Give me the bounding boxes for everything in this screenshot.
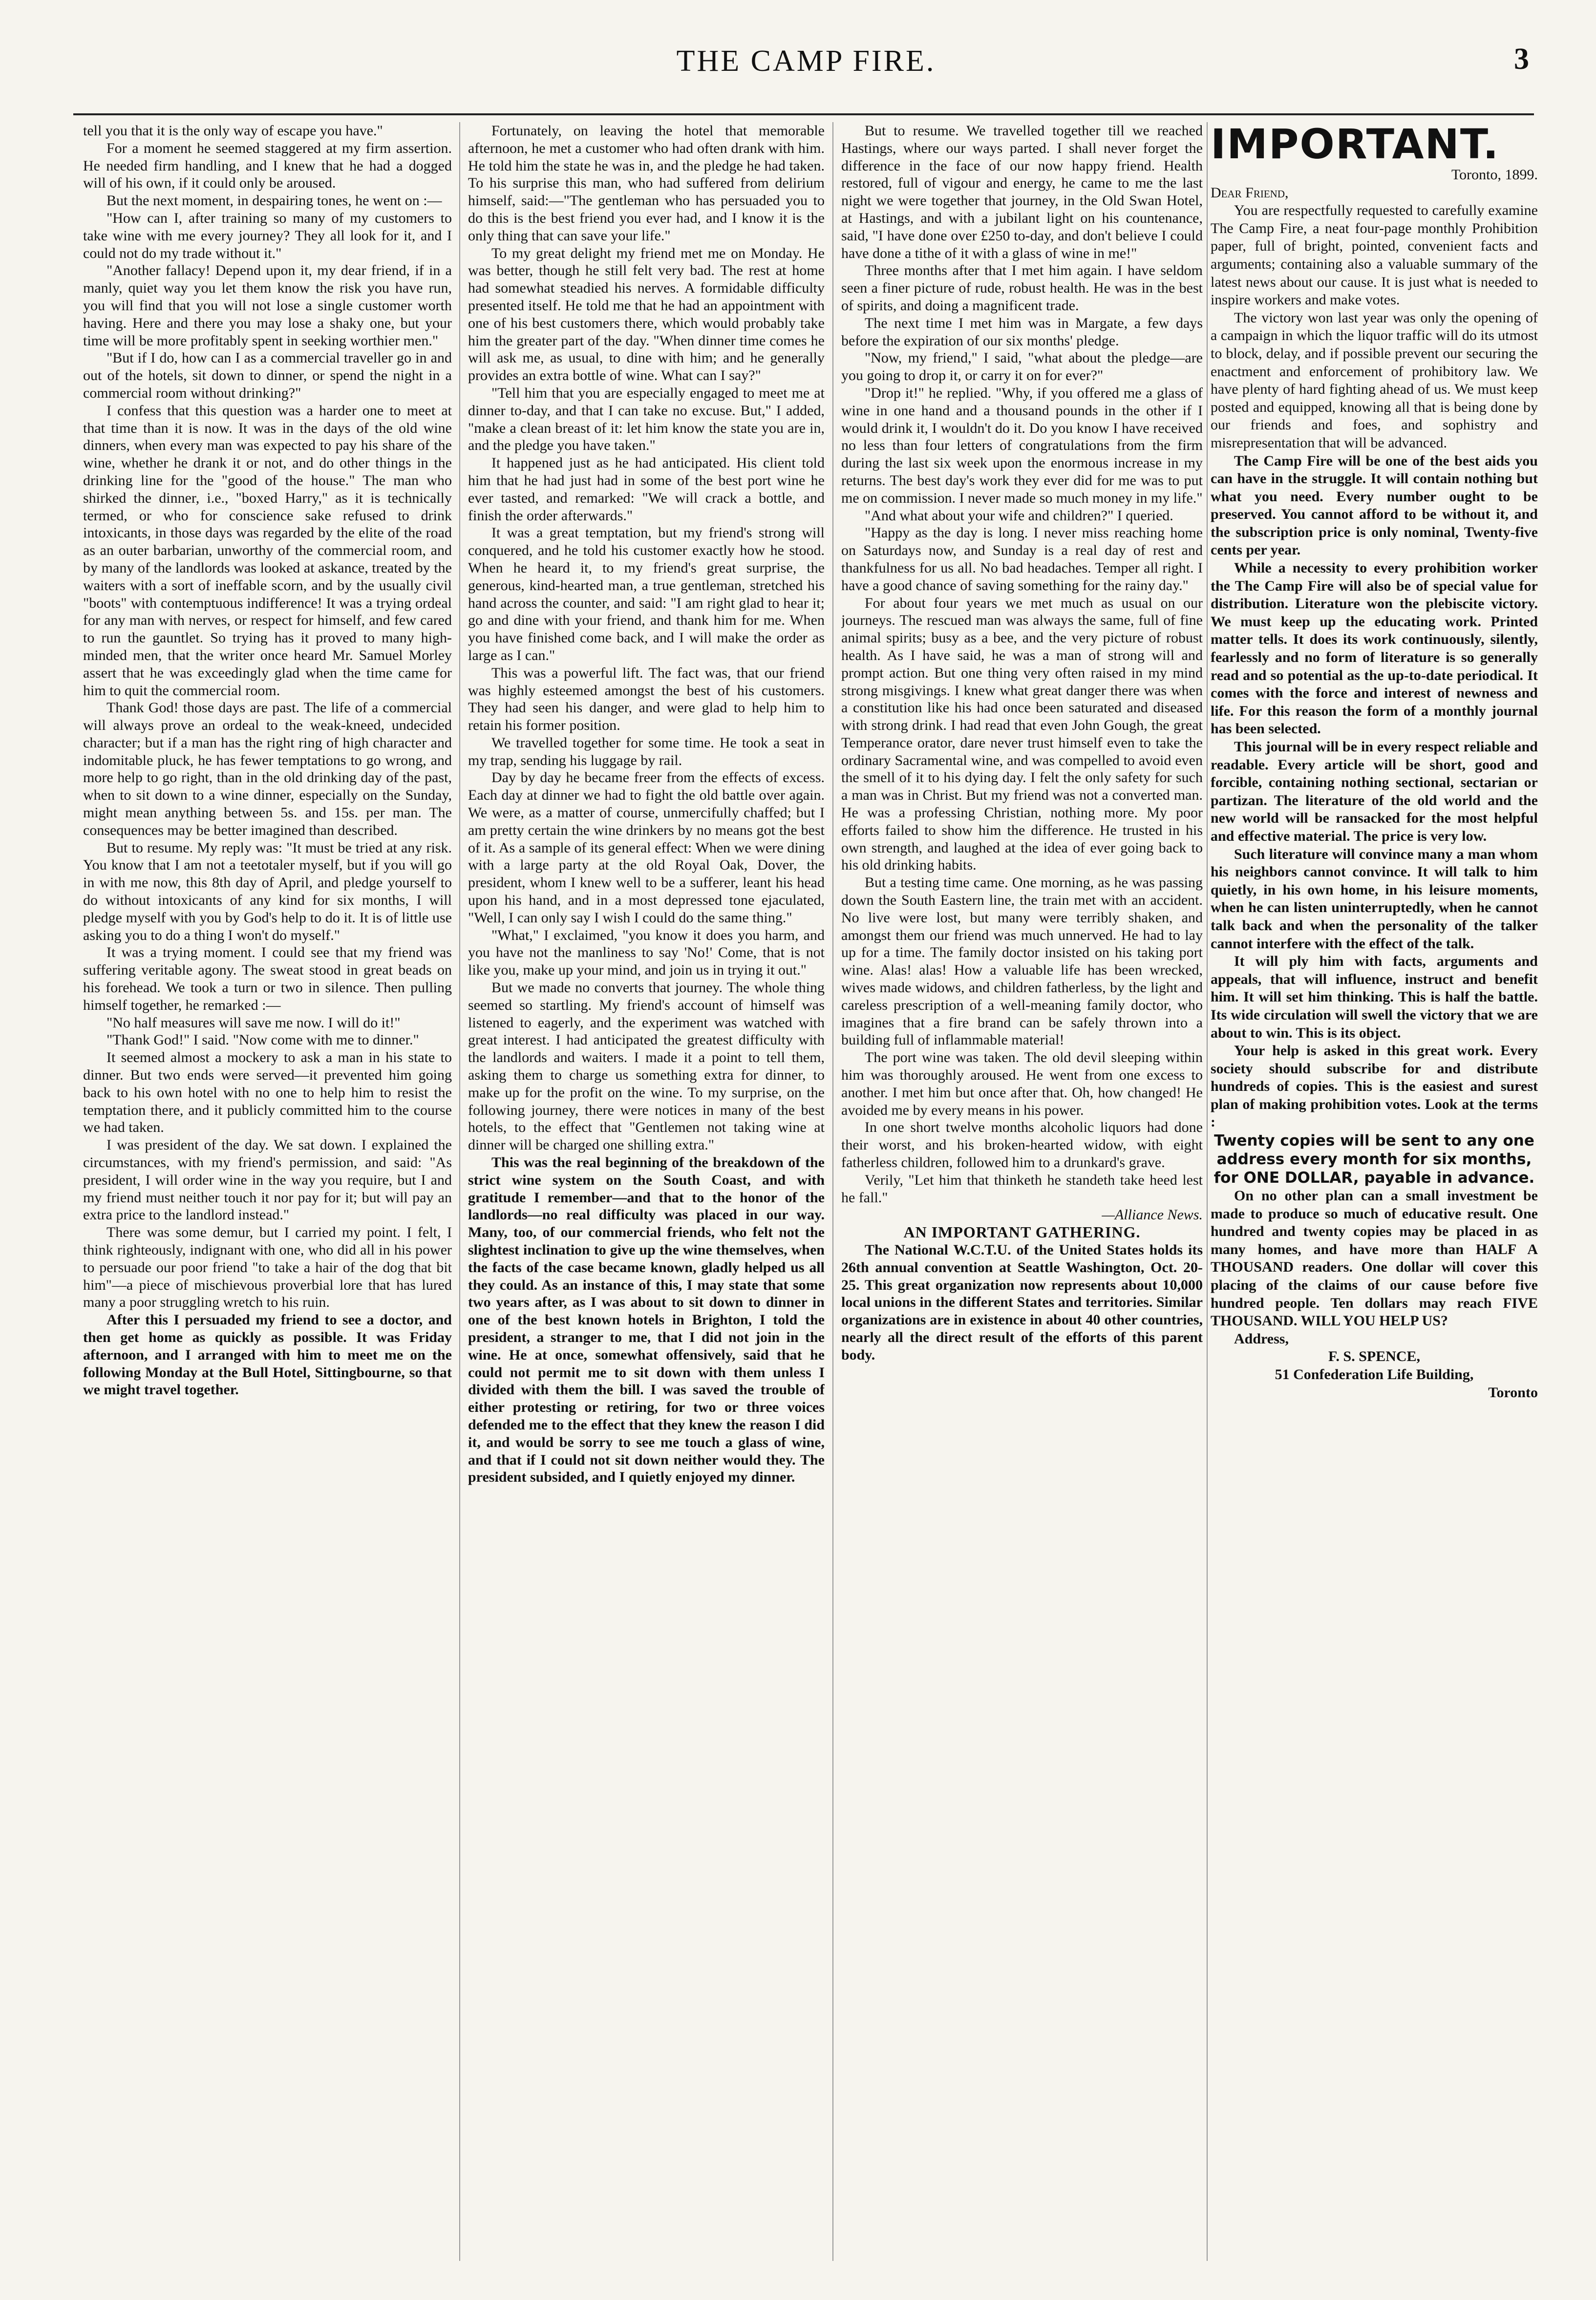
column-3 [841, 122, 1203, 2261]
paragraph: tell you that it is the only way of escape you have." [83, 123, 383, 139]
header-rule [73, 113, 1534, 115]
paragraph: This was the real beginning of the breakdown of the strict wine system on the South Coast, and with gratitude I remember—and that to the honor of the landlords—no real difficulty was placed in our way. Many, too, of our commercial friends, who felt not the slightest inclination to give up the wine themselves, when the facts of the case became known, gladly helped us all they could. As an instance of this, I may state that some two years after, as I was about to sit down to dinner in one of the best known hotels in Brighton, I told the president, a stranger to me, that I did not join in the wine. He at once, somewhat offensively, said that he could not permit me to sit down with them unless I divided with them the bill. I was saved the trouble of either protesting or retiring, for two or three voices defended me to the effect that they knew the reason I did it, and would be sorry to see me touch a glass of wine, and that if I could not sit down neither would they. The president subsided, and I quietly enjoyed my dinner. [468, 1154, 825, 1486]
paragraph: To my great delight my friend met me on Monday. He was better, though he still felt very bad. The rest at home had somewhat steadied his nerves. A formidable difficulty presented itself. He told me that he had an appointment with one of his best customers there, which would probably take him the greater part of the day. "When dinner time comes he will ask me, as usual, to dine with him; and he generally provides an extra bottle of wine. What can I say?" [468, 245, 825, 384]
paragraph: "Happy as the day is long. I never miss reaching home on Saturdays now, and Sunday is a real day of rest and thankfulness for us all. No bad headaches. Temper all right. I have a good chance of saving something for the rainy day." [841, 525, 1203, 594]
paragraph: "What," I exclaimed, "you know it does you harm, and you have not the manliness to say 'No!' Come, that is not like you, make up your mind, and join us in trying it out." [468, 927, 825, 979]
salutation: Dear Friend, [1211, 184, 1289, 201]
column-4 [1211, 122, 1538, 2261]
paragraph: "Now, my friend," I said, "what about the pledge—are you going to drop it, or carry it on for ever?" [841, 350, 1203, 384]
paragraph: This journal will be in every respect reliable and readable. Every article will be short, good and forcible, containing nothing sectional, sectarian or partizan. The literature of the old world and the new world will be ransacked for the most helpful and effective material. The price is very low. [1211, 739, 1538, 844]
subscription-terms: Twenty copies will be sent to any one address every month for six months, for ONE DOLLAR, payable in advance. [1213, 1132, 1535, 1187]
paragraph: "Another fallacy! Depend upon it, my dear friend, if in a manly, quiet way you let them know the risk you have run, you will find that you will not lose a single customer worth having. Here and there you may lose a shaky one, but your time will be more profitably spent in seeking worthier men." [83, 262, 452, 349]
paragraph: This was a powerful lift. The fact was, that our friend was highly esteemed amongst the best of his customers. They had seen his danger, and were glad to help him to retain his former position. [468, 664, 825, 734]
paragraph: The port wine was taken. The old devil sleeping within him was thoroughly aroused. He went from one excess to another. I met him but once after that. Oh, how changed! He avoided me by every means in his power. [841, 1049, 1203, 1118]
paragraph: You are respectfully requested to carefully examine The Camp Fire, a neat four-page monthly Prohibition paper, full of bright, pointed, convenient facts and arguments; containing also a valuable summary of the latest news about our cause. It is just what is needed to inspire workers and make votes. [1211, 202, 1538, 308]
paragraph: It seemed almost a mockery to ask a man in his state to dinner. But two ends were served—it prevented him going back to his own hotel with no one to help him to resist the temptation there, and it publicly committed him to the course we had taken. [83, 1049, 452, 1136]
paragraph: "Thank God!" I said. "Now come with me to dinner." [106, 1032, 419, 1048]
signature-city: Toronto [1488, 1384, 1538, 1401]
paragraph: For a moment he seemed staggered at my firm assertion. He needed firm handling, and I knew that he had a dogged will of his own, if it could only be aroused. [83, 140, 452, 192]
paragraph: After this I persuaded my friend to see a doctor, and then get home as quickly as possible. It was Friday afternoon, and I arranged with him to meet me on the following Monday at the Bull Hotel, Sittingbourne, so that we might travel together. [83, 1312, 452, 1398]
paragraph: We travelled together for some time. He took a seat in my trap, sending his luggage by rail. [468, 734, 825, 768]
paragraph: I was president of the day. We sat down. I explained the circumstances, with my friend's permission, and said: "As president, I will order wine in the way you require, but I and my friend must neither touch it nor pay for it; but will pay an extra price to the landlord instead." [83, 1137, 452, 1223]
signature-building: 51 Confederation Life Building, [1275, 1366, 1474, 1383]
paragraph: In one short twelve months alcoholic liquors had done their worst, and his broken-hearted widow, with eight fatherless children, followed him to a drunkard's grave. [841, 1119, 1203, 1171]
paragraph: But to resume. My reply was: "It must be tried at any risk. You know that I am not a teetotaler myself, but if you will go in with me now, this 8th day of April, and pledge yourself to do without intoxicants of any kind for six months, I will pledge myself with you by God's help to do it. It is of little use asking you to do a thing I won't do myself." [83, 839, 452, 943]
paragraph: Thank God! those days are past. The life of a commercial will always prove an ordeal to the weak-kneed, undecided character; but if a man has the right ring of high character and indomitable pluck, he has fewer temptations to go wrong, and more help to go right, than in the old drinking day of the past, when to sit down to a wine dinner, especially on the Sunday, might mean anything between 5s. and 15s. per man. The consequences may be better imagined than described. [83, 700, 452, 838]
paragraph: "But if I do, how can I as a commercial traveller go in and out of the hotels, sit down to dinner, or spend the night in a commercial room without drinking?" [83, 350, 452, 401]
important-heading: IMPORTANT. [1211, 122, 1500, 168]
closing-paragraph: On no other plan can a small investment be made to produce so much of educative result. One hundred and twenty copies may be placed in as many homes, and have more than HALF A THOUSAND readers. One dollar will cover this placing of the claims of our cause before five hundred people. Ten dollars may reach FIVE THOUSAND. WILL YOU HELP US? [1211, 1188, 1538, 1329]
paragraph: There was some demur, but I carried my point. I felt, I think righteously, indignant with one, who did all in his power to persuade our poor friend "to take a hair of the dog that bit him"—a piece of mischievous proverbial lore that has lured many a poor struggling wretch to his ruin. [83, 1224, 452, 1311]
paragraph: The next time I met him was in Margate, a few days before the expiration of our six months' pledge. [841, 315, 1203, 349]
paragraph: The Camp Fire will be one of the best aids you can have in the struggle. It will contain nothing but what you need. Every number ought to be preserved. You cannot afford to be without it, and the subscription price is only nominal, Twenty-five cents per year. [1211, 452, 1538, 558]
paragraph: It was a great temptation, but my friend's strong will conquered, and he told his customer exactly how he stood. When he heard it, to my friend's great surprise, the generous, kind-hearted man, a true gentleman, stretched his hand across the counter, and said: "I am right glad to hear it; go and dine with your friend, and thank him for me. When you have finished come back, and I will make the order as large as I can." [468, 525, 825, 663]
signature-name: F. S. SPENCE, [1328, 1348, 1421, 1365]
column-rule [459, 122, 460, 2261]
paragraph: Your help is asked in this great work. Every society should subscribe for and distribute hundreds of copies. This is the easiest and surest plan of making prohibition votes. Look at the terms : [1211, 1043, 1538, 1130]
paragraph: Verily, "Let him that thinketh he standeth take heed lest he fall." [841, 1171, 1203, 1206]
masthead-title: THE CAMP FIRE. [676, 44, 936, 78]
paragraph: While a necessity to every prohibition worker the The Camp Fire will also be of special value for distribution. Literature won the plebiscite victory. We must keep up the educating work. Printed matter tells. It does its work continuously, silently, fearlessly and no form of literature is so generally read and so potential as the up-to-date periodical. It comes with the force and interest of newness and life. For this reason the form of a monthly journal has been selected. [1211, 560, 1538, 737]
paragraph: I confess that this question was a harder one to meet at that time than it is now. It was in the days of the old wine dinners, when every man was expected to pay his share of the wine, whether he drank it or not, and do other things in the drinking line for the "good of the house." The man who shirked the dinner, i.e., "boxed Harry," as it is technically termed, or who for conscience sake refused to drink intoxicants, in those days was regarded by the elite of the road as an outer barbarian, unworthy of the commercial room, and by many of the landlords was looked at askance, treated by the waiters with a sort of ineffable scorn, and by the usually civil "boots" with contemptuous indifference! It was a trying ordeal for any man with nerves, or respect for himself, and few cared to run the gauntlet. So trying has it proved to many high-minded men, that the writer once heard Mr. Samuel Morley assert that he was exceedingly glad when the time came for him to quit the commercial room. [83, 402, 452, 699]
paragraph: But we made no converts that journey. The whole thing seemed so startling. My friend's account of himself was listened to eagerly, and the experiment was watched with great interest. I had anticipated the greatest difficulty with the landlords and waiters. I made it a point to tell them, asking them to charge us something extra for dinner, to make up for the profit on the wine. To my surprise, on the following journey, there were notices in many of the best hotels, to the effect that "Gentlemen not taking wine at dinner will be charged one shilling extra." [468, 980, 825, 1153]
paragraph: But to resume. We travelled together till we reached Hastings, where our ways parted. I shall never forget the difference in the face of our now happy friend. Health restored, full of vigour and energy, he came to me the last night we were together that journey, in the Old Swan Hotel, at Hastings, and with a jubilant light on his countenance, said, "I have done over £250 to-day, and don't believe I could have done a tithe of it with a glass of wine in me!" [841, 123, 1203, 261]
paragraph: Three months after that I met him again. I have seldom seen a finer picture of rude, robust health. He was in the best of spirits, and doing a magnificent trade. [841, 262, 1203, 314]
paragraph: Such literature will convince many a man whom his neighbors cannot convince. It will talk to him quietly, in his own home, in his leisure moments, when he can listen uninterruptedly, when he cannot talk back and when the personality of the talker cannot interfere with the effect of the talk. [1211, 846, 1538, 952]
paragraph: "No half measures will save me now. I will do it!" [106, 1014, 401, 1031]
paragraph: But the next moment, in despairing tones, he went on :— [106, 192, 442, 209]
column-rule [1207, 122, 1208, 2261]
paragraph: It will ply him with facts, arguments and appeals, that will influence, instruct and benefit him. It will set him thinking. This is half the battle. Its wide circulation will swell the victory that we are about to win. This is its object. [1211, 953, 1538, 1041]
paragraph: The victory won last year was only the opening of a campaign in which the liquor traffic will do its utmost to block, delay, and if possible prevent our securing the enactment and enforcement of prohibitory law. We have plenty of hard fighting ahead of us. We must keep posted and equipped, knowing all that is being done by our friends and foes, and sophistry and misrepresentation that will be advanced. [1211, 309, 1538, 451]
gathering-heading: AN IMPORTANT GATHERING. [903, 1223, 1141, 1241]
column-rule [832, 122, 833, 2261]
page-number: 3 [1514, 43, 1529, 76]
gathering-text: The National W.C.T.U. of the United States holds its 26th annual convention at Seattle Washington, Oct. 20-25. This great organization now represents about 10,000 local unions in the different States and territories. Similar organizations are in existence in about 40 other countries, nearly all the direct result of the efforts of this parent body. [841, 1242, 1203, 1363]
paragraph: It happened just as he had anticipated. His client told him that he had just had in some of the best port wine he ever tasted, and remarked: "We will crack a bottle, and finish the order afterwards." [468, 455, 825, 524]
column-1 [83, 122, 452, 2261]
paragraph: For about four years we met much as usual on our journeys. The rescued man was always the same, full of fine animal spirits; busy as a bee, and the very picture of robust health. As I have said, he was a man of strong will and prompt action. But one thing very often raised in my mind strong misgivings. I knew what great danger there was when a constitution like his had once been saturated and diseased with strong drink. I had read that even John Gough, the great Temperance orator, dare never trust himself even to take the ordinary Sacramental wine, and was compelled to avoid even the smell of it to his dying day. I felt the only safety for such a man was in Christ. But my friend was not a converted man. He was a professing Christian, nothing more. My poor efforts failed to show him the difference. He trusted in his own strength, and laughed at the idea of ever going back to his old drinking habits. [841, 595, 1203, 873]
paragraph: But a testing time came. One morning, as he was passing down the South Eastern line, the train met with an accident. No live were lost, but many were terribly shaken, and amongst them our friend was much unnerved. He had to lay up for a time. The family doctor insisted on his taking port wine. Alas! alas! How a valuable life has been wrecked, wives made widows, and children fatherless, by the light and careless prescription of a well-meaning family doctor, who imagines that a fire brand can be safely thrown into a building full of inflammable material! [841, 874, 1203, 1048]
paragraph: "Tell him that you are especially engaged to meet me at dinner to-day, and that I can take no excuse. But," I added, "make a clean breast of it: let him know the state you are in, and the pledge you have taken." [468, 384, 825, 454]
dateline: Toronto, 1899. [1451, 167, 1538, 183]
article-source: —Alliance News. [1102, 1207, 1203, 1223]
paragraph: Day by day he became freer from the effects of excess. Each day at dinner we had to fight the old battle over again. We were, as a matter of course, unmercifully chaffed; but I am pretty certain the wine drinkers by no means got the best of it. As a sample of its general effect: When we were dining with a large party at the old Royal Oak, Dover, the president, whom I knew well to be a sufferer, leant his head upon his hand, and in a most depressed tone ejaculated, "Well, I can only say I wish I could do the same thing." [468, 769, 825, 926]
paragraph: "How can I, after training so many of my customers to take wine with me every journey? They all look for it, and I could not do my trade without it." [83, 210, 452, 261]
column-2 [468, 122, 825, 2261]
paragraph: "And what about your wife and children?" I queried. [865, 507, 1173, 524]
paragraph: It was a trying moment. I could see that my friend was suffering veritable agony. The sweat stood in great beads on his forehead. We took a turn or two in silence. Then pulling himself together, he remarked :— [83, 944, 452, 1013]
paragraph: "Drop it!" he replied. "Why, if you offered me a glass of wine in one hand and a thousand pounds in the other if I would drink it, I wouldn't do it. Do you know I have received no less than four letters of congratulations from the firm during the last six week upon the enormous increase in my returns. The best day's work they ever did for me was to put me on commission. I never made so much money in my life." [841, 384, 1203, 506]
paragraph: Fortunately, on leaving the hotel that memorable afternoon, he met a customer who had often drank with him. He told him the state he was in, and the pledge he had taken. To his surprise this man, who had suffered from delirium himself, said:—"The gentleman who has persuaded you to do this is the best friend you ever had, and I know it is the only thing that can save your life." [468, 123, 825, 244]
address-label: Address, [1234, 1330, 1289, 1347]
